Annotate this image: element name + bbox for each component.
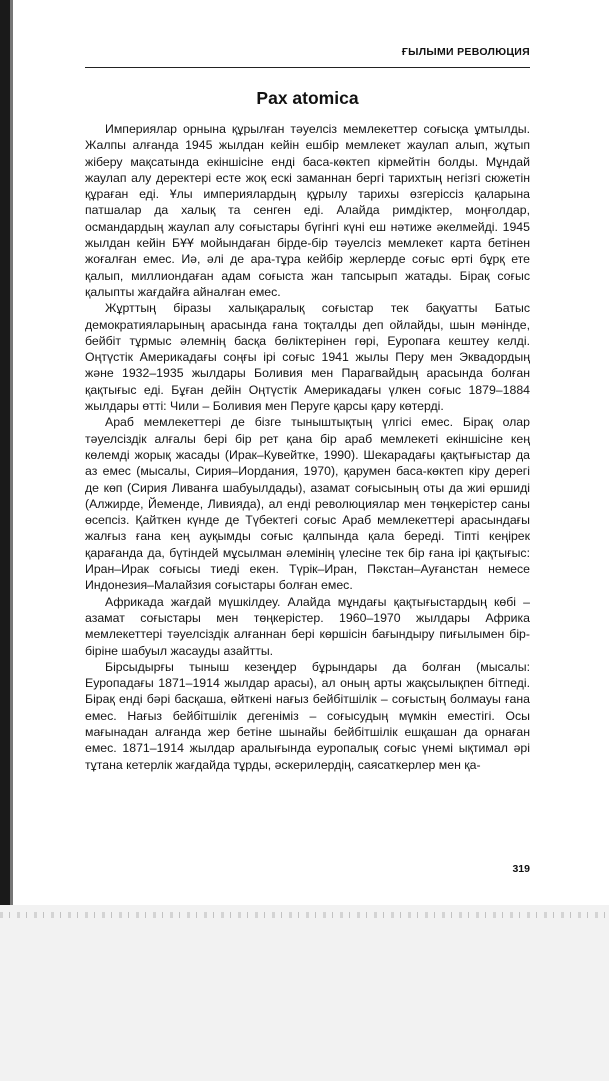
paragraph: Араб мемлекеттері де бізге тыныштықтың үлгісі емес. Бірақ олар тәуелсіздік алғалы бері бір рет қана бір араб мемлекеті екіншісіне кең көлемді жорық жасады (Ирак–Кувейтке, 1990). Шекарадағы қақтығыстар да аз емес (мысалы, Сирия–Иордания, 1970), қарумен баса-көктеп кіру дерегі де көп (Сирия Ливанға шабуылдады), азамат соғысының оты да жиі өршиді (Алжирде, Йеменде, Ливияда), ал енді революциялар мен төңкерістер саны өсепсіз. Қайткен күнде де Түбектегі соғыс Араб мемлекеттері арасындағы жалғыз ғана кең ауқымды соғыс қалпында қала береді. Тіпті кеңірек қарағанда да, бүтіндей мұсылман әлемінің үлесіне тек бір ғана ірі қақтығыс: Иран–Ирак соғысы тиеді екен. Түрік–Иран, Пәкстан–Ауғанстан немесе Индонезия–Малайзия соғыстары болған емес.: [85, 415, 530, 593]
body-text: [85, 121, 530, 773]
page-number: 319: [512, 863, 530, 875]
paragraph: Жұрттың біразы халықаралық соғыстар тек бақуатты Батыс демократияларының арасында ғана тоқталды деп ойлайды, шын мәнінде, бейбіт тұрмыс әлемнің басқа бөліктерінен гөрі, Еуропаға кештеу келді. Оңтүстік Америкадағы соңғы ірі соғыс 1941 жылы Перу мен Эквадордың және 1932–1935 жылдары Боливия мен Парагвайдың арасында болған қақтығыс еді. Бұған дейін Оңтүстік Америкадағы үлкен соғыс 1879–1884 жылдары өтті: Чили – Боливия мен Перуге қарсы қару көтерді.: [85, 301, 530, 414]
scan-margin: [0, 905, 609, 1081]
paragraph: Бірсыдырғы тыныш кезеңдер бұрындары да болған (мысалы: Еуропадағы 1871–1914 жылдар арасы), ал оның арты жақсылықпен бітпеді. Бірақ енді бәрі басқаша, өйткені нағыз бейбітшілік – соғыстың болмауы ғана емес. Нағыз бейбітшілік дегеніміз – соғысудың мүмкін еместігі. Осы мағынадан алғанда жер бетіне шынайы бейбітшілік ешқашан да орнаған емес. 1871–1914 жылдар аралығында еуропалық соғыс үнемі ықтимал әрі тұтана кетерлік жағдайда тұрды, әскерилердің, саясаткерлер мен қа-: [85, 659, 530, 772]
paragraph: Африкада жағдай мүшкілдеу. Алайда мұндағы қақтығыстардың көбі – азамат соғыстары мен төңкерістер. 1960–1970 жылдары Африка мемлекеттері тәуелсіздік алғаннан бері көршісін бағындыру пиғылымен бір-біріне шабуыл жасауды азайтты.: [85, 594, 530, 658]
header-rule: [85, 67, 530, 68]
paragraph: Империялар орнына құрылған тәуелсіз мемлекеттер соғысқа ұмтылды. Жалпы алғанда 1945 жылдан кейін ешбір мемлекет жаулап алып, жұтып жіберу мақсатында екіншісіне енді баса-көктеп кірмейтін болды. Мұндай жаулап алу деректері есте жоқ ескі заманнан бергі тарихтың негізгі сюжетін құраған еді. Ұлы империялардың құрылу тарихы өзгеріссіз қаларына патшалар да халық та сенген еді. Алайда римдіктер, моңғолдар, османдардың жаулап алу соғыстары бүгінгі күні еш нәтиже әкелмейді. 1945 жылдан кейін БҰҰ мойындаған бірде-бір тәуелсіз мемлекет карта бетінен жоғалған емес. Иә, әлі де ара-тұра кейбір жерлерде соғыс өрті бұрқ ете қалып, миллиондаған адам соғыста жан тапсырып жатады. Бірақ соғыс қалыпты жағдайға айналған емес.: [85, 122, 530, 299]
spine-edge: [10, 0, 13, 905]
chapter-title: Pax atomica: [256, 88, 359, 108]
running-header: ҒЫЛЫМИ РЕВОЛЮЦИЯ: [401, 46, 530, 58]
scan-artifact: [0, 912, 609, 918]
book-spine-shadow: [0, 0, 10, 905]
